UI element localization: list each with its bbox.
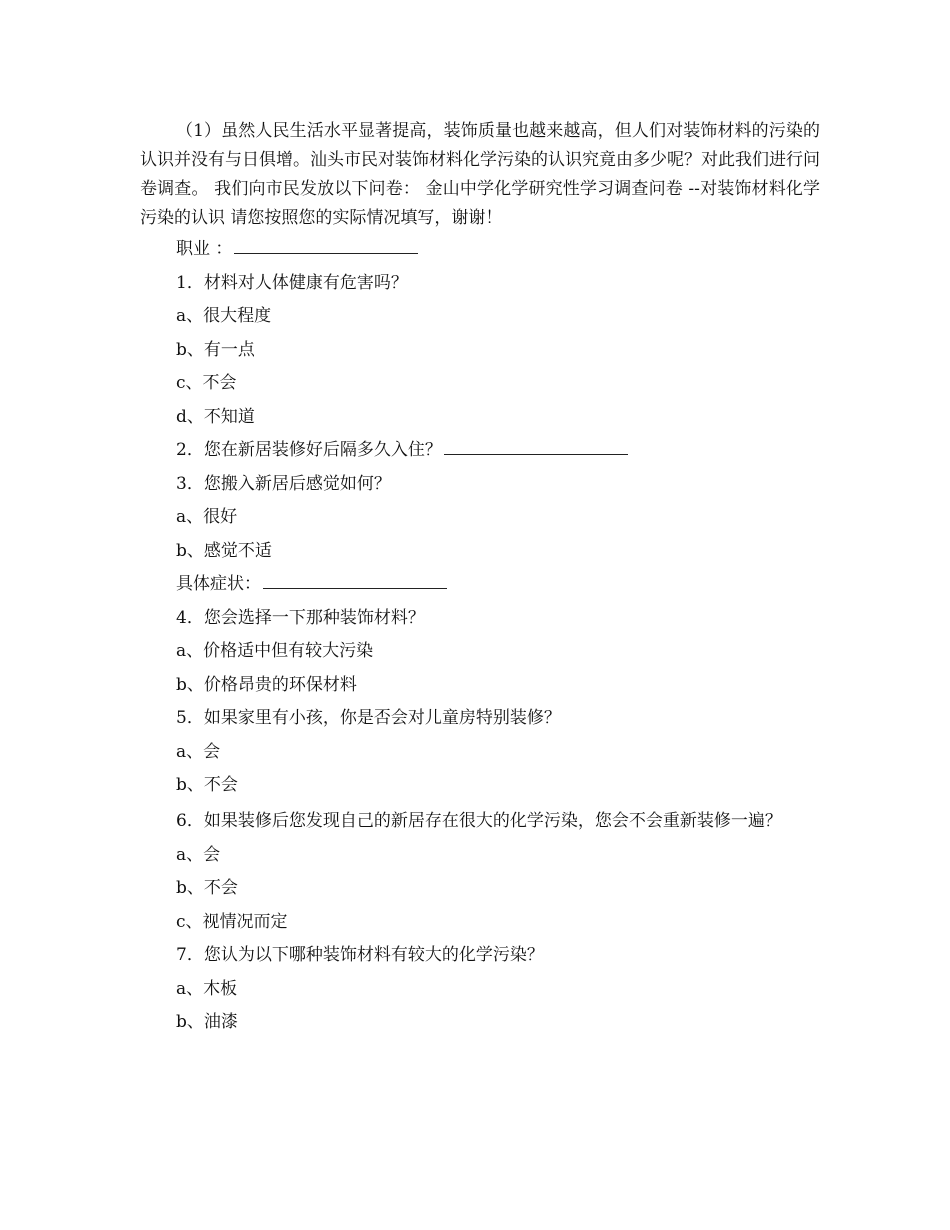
question-7: 7．您认为以下哪种装饰材料有较大的化学污染？ [176, 945, 544, 965]
q2-blank [444, 454, 628, 455]
question-3: 3．您搬入新居后感觉如何？ [176, 473, 391, 494]
q6-option-c: c、视情况而定 [176, 911, 288, 932]
symptom-blank [263, 588, 447, 589]
q3-option-b: b、感觉不适 [176, 540, 272, 561]
q7-option-b: b、油漆 [176, 1012, 238, 1032]
occupation-label: 职业 ： [176, 239, 233, 259]
question-2-line [140, 434, 820, 468]
q7-option-a: a、木板 [176, 978, 238, 999]
q5-option-a: a、会 [176, 741, 221, 762]
q5-option-b: b、不会 [176, 775, 238, 795]
q6-option-b: b、不会 [176, 878, 238, 898]
occupation-blank [234, 253, 418, 254]
q1-option-b: b、有一点 [176, 339, 255, 360]
q6-option-a: a、会 [176, 844, 221, 865]
q1-option-d: d、不知道 [176, 406, 255, 427]
q1-option-a: a、很大程度 [176, 306, 272, 326]
q3-option-a: a、很好 [176, 507, 238, 527]
question-2: 2．您在新居装修好后隔多久入住？ [176, 440, 442, 460]
occupation-line [140, 233, 820, 267]
intro-paragraph: （1）虽然人民生活水平显著提高，装饰质量也越来越高，但人们对装饰材料的污染的认识并没有与日俱增。汕头市民对装饰材料化学污染的认识究竟由多少呢？对此我们进行问卷调查。 我们向市民发放以下问卷： 金山中学化学研究性学习调查问卷 --对装饰材料化学污染的认识 请您按照您的实际情况填写，谢谢！ [140, 121, 820, 228]
question-4: 4．您会选择一下那种装饰材料？ [176, 607, 425, 628]
document-body [140, 117, 820, 1040]
symptom-line [140, 568, 820, 602]
question-5: 5．如果家里有小孩，你是否会对儿童房特别装修？ [176, 708, 561, 728]
q4-option-b: b、价格昂贵的环保材料 [176, 674, 357, 695]
symptom-label: 具体症状： [176, 574, 261, 594]
question-1: 1．材料对人体健康有危害吗？ [176, 272, 408, 293]
question-6: 6．如果装修后您发现自己的新居存在很大的化学污染，您会不会重新装修一遍？ [176, 810, 782, 831]
q1-option-c: c、不会 [176, 373, 237, 393]
q4-option-a: a、价格适中但有较大污染 [176, 641, 374, 661]
